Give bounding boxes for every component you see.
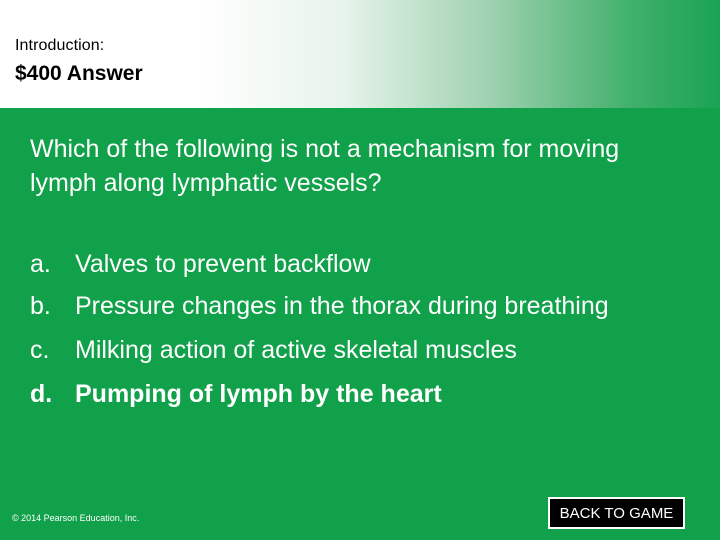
answer-option-b xyxy=(30,289,670,324)
answer-option-a xyxy=(30,247,670,282)
answer-letter: d. xyxy=(30,380,53,408)
answer-list xyxy=(30,247,670,412)
copyright-notice: © 2014 Pearson Education, Inc. xyxy=(12,513,140,523)
answer-option-c xyxy=(30,333,670,368)
answer-option-d-correct xyxy=(30,377,670,412)
back-to-game-button[interactable]: BACK TO GAME xyxy=(548,497,685,529)
slide-title: $400 Answer xyxy=(15,62,143,85)
answer-text: Pumping of lymph by the heart xyxy=(75,380,442,408)
question-text: Which of the following is not a mechanism for moving lymph along lymphatic vessels? xyxy=(30,135,620,197)
header-band xyxy=(0,0,720,108)
answer-letter: a. xyxy=(30,250,51,278)
answer-text: Milking action of active skeletal muscles xyxy=(75,336,517,364)
answer-letter: c. xyxy=(30,336,50,364)
section-label: Introduction: xyxy=(15,37,105,54)
answer-letter: b. xyxy=(30,292,51,320)
answer-text: Pressure changes in the thorax during breathing xyxy=(75,292,609,320)
answer-text: Valves to prevent backflow xyxy=(75,250,371,278)
